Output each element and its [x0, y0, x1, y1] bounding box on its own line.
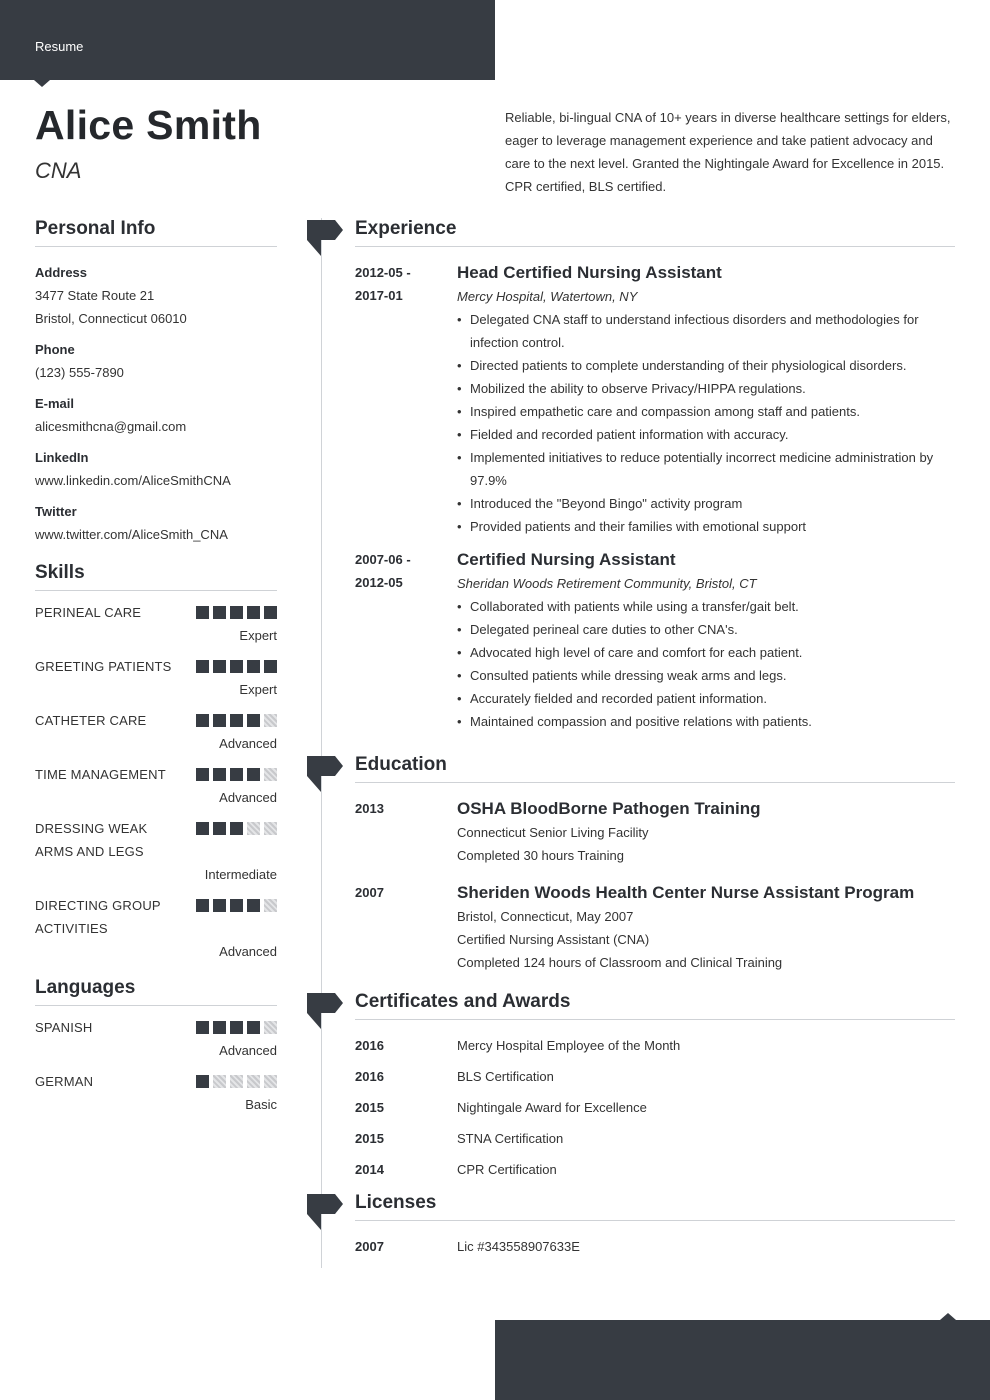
skill-rating	[196, 899, 277, 912]
rating-dot	[196, 714, 209, 727]
job-title: Head Certified Nursing Assistant	[457, 263, 722, 282]
skill-item	[35, 601, 277, 647]
candidate-title: CNA	[35, 158, 82, 183]
certificate-row	[355, 1034, 955, 1057]
rating-dot	[196, 606, 209, 619]
skill-item	[35, 894, 277, 963]
duty-item: • Provided patients and their families with emotional support	[470, 515, 955, 538]
linkedin-value[interactable]: www.linkedin.com/AliceSmithCNA	[35, 473, 231, 488]
date-start: 2012-05 -	[355, 265, 411, 280]
language-name: GERMAN	[35, 1074, 94, 1089]
certificates-section	[355, 991, 955, 1189]
rating-dot	[196, 899, 209, 912]
date-end: 2017-01	[355, 288, 403, 303]
linkedin-label: LinkedIn	[35, 450, 89, 465]
phone-label: Phone	[35, 342, 75, 357]
language-item	[35, 1070, 277, 1116]
rating-dot	[213, 822, 226, 835]
rating-dot	[264, 714, 277, 727]
date-end: 2012-05	[355, 575, 403, 590]
certificate-year: 2014	[355, 1162, 384, 1177]
personal-info-heading: Personal Info	[35, 218, 277, 247]
languages-heading: Languages	[35, 977, 277, 1006]
rating-dot	[247, 660, 260, 673]
experience-entry	[355, 261, 955, 538]
education-body	[355, 797, 955, 974]
rating-dot	[247, 899, 260, 912]
candidate-name: Alice Smith	[35, 102, 262, 148]
bottom-banner-notch	[940, 1313, 956, 1320]
duties-list	[457, 595, 955, 733]
education-detail: Connecticut Senior Living Facility	[457, 825, 649, 840]
timeline-line	[321, 218, 322, 1268]
experience-entry	[355, 548, 955, 733]
rating-dot	[264, 899, 277, 912]
certificate-name: CPR Certification	[457, 1162, 557, 1177]
education-date: 2007	[355, 885, 384, 900]
left-column	[35, 218, 277, 1124]
email-value[interactable]: alicesmithcna@gmail.com	[35, 419, 187, 434]
skill-item	[35, 817, 277, 886]
skill-level: Advanced	[219, 736, 277, 751]
rating-dot	[213, 606, 226, 619]
skill-name: GREETING PATIENTS	[35, 659, 172, 674]
education-detail: Completed 124 hours of Classroom and Clinical Training	[457, 955, 783, 970]
rating-dot	[196, 660, 209, 673]
duty-item: • Advocated high level of care and comfort for each patient.	[470, 641, 955, 664]
skill-level: Expert	[239, 628, 277, 643]
certificate-year: 2015	[355, 1131, 384, 1146]
education-entry	[355, 797, 955, 867]
certificate-name: STNA Certification	[457, 1131, 564, 1146]
education-entry	[355, 881, 955, 974]
skill-name: DIRECTING GROUP ACTIVITIES	[35, 898, 161, 936]
certificate-row	[355, 1065, 955, 1088]
phone-block	[35, 338, 277, 384]
duty-item: • Delegated perineal care duties to other CNA's.	[470, 618, 955, 641]
education-detail: Certified Nursing Assistant (CNA)	[457, 932, 650, 947]
skill-level: Advanced	[219, 790, 277, 805]
skill-item	[35, 709, 277, 755]
job-title: Certified Nursing Assistant	[457, 550, 676, 569]
employer: Sheridan Woods Retirement Community, Bristol, CT	[457, 576, 757, 591]
rating-dot	[196, 1021, 209, 1034]
language-level: Basic	[245, 1097, 277, 1112]
duty-item: • Collaborated with patients while using a transfer/gait belt.	[470, 595, 955, 618]
rating-dot	[230, 714, 243, 727]
rating-dot	[247, 714, 260, 727]
top-banner-notch	[34, 80, 50, 87]
rating-dot	[230, 1021, 243, 1034]
certificate-name: Nightingale Award for Excellence	[457, 1100, 647, 1115]
duty-item: • Introduced the "Beyond Bingo" activity program	[470, 492, 955, 515]
duty-item: • Delegated CNA staff to understand infectious disorders and methodologies for infection control.	[470, 308, 955, 354]
skills-heading: Skills	[35, 562, 277, 591]
certificate-row	[355, 1158, 955, 1181]
license-number: Lic #343558907633E	[457, 1239, 580, 1254]
language-name: SPANISH	[35, 1020, 93, 1035]
certificates-heading: Certificates and Awards	[355, 991, 955, 1020]
email-label: E-mail	[35, 396, 75, 411]
rating-dot	[264, 1021, 277, 1034]
duty-item: • Maintained compassion and positive relations with patients.	[470, 710, 955, 733]
skill-name: TIME MANAGEMENT	[35, 767, 166, 782]
certificate-year: 2016	[355, 1038, 384, 1053]
skill-item	[35, 763, 277, 809]
rating-dot	[230, 822, 243, 835]
certificate-year: 2016	[355, 1069, 384, 1084]
rating-dot	[247, 1021, 260, 1034]
rating-dot	[230, 606, 243, 619]
linkedin-block	[35, 446, 277, 492]
rating-dot	[264, 660, 277, 673]
certificates-flag-icon	[307, 993, 343, 1029]
address-line-2: Bristol, Connecticut 06010	[35, 311, 187, 326]
rating-dot	[196, 768, 209, 781]
rating-dot	[213, 768, 226, 781]
employer: Mercy Hospital, Watertown, NY	[457, 289, 638, 304]
rating-dot	[196, 1075, 209, 1088]
rating-dot	[213, 660, 226, 673]
certificate-row	[355, 1096, 955, 1119]
rating-dot	[264, 768, 277, 781]
twitter-label: Twitter	[35, 504, 77, 519]
skill-level: Intermediate	[204, 867, 277, 882]
rating-dot	[264, 606, 277, 619]
twitter-value[interactable]: www.twitter.com/AliceSmith_CNA	[35, 527, 228, 542]
banner-label: Resume	[35, 39, 84, 54]
rating-dot	[230, 1075, 243, 1088]
rating-dot	[213, 899, 226, 912]
duty-item: • Consulted patients while dressing weak arms and legs.	[470, 664, 955, 687]
education-flag-icon	[307, 756, 343, 792]
skill-level: Expert	[239, 682, 277, 697]
duty-item: • Directed patients to complete understanding of their physiological disorders.	[470, 354, 955, 377]
rating-dot	[230, 660, 243, 673]
rating-dot	[213, 714, 226, 727]
rating-dot	[247, 822, 260, 835]
education-section	[355, 754, 955, 974]
language-rating	[196, 1075, 277, 1088]
address-line-1: 3477 State Route 21	[35, 288, 155, 303]
skill-rating	[196, 714, 277, 727]
twitter-block	[35, 500, 277, 546]
skill-rating	[196, 660, 277, 673]
experience-heading: Experience	[355, 218, 955, 247]
experience-dates	[355, 548, 435, 594]
duty-item: • Fielded and recorded patient information with accuracy.	[470, 423, 955, 446]
education-heading: Education	[355, 754, 955, 783]
rating-dot	[247, 606, 260, 619]
profile-summary: Reliable, bi-lingual CNA of 10+ years in diverse healthcare settings for elders, eager to leverage management experience and take patient advocacy and care to the next level. Granted the Nightingale Award for Excellence in 2015. CPR certified, BLS certified.	[505, 110, 951, 194]
education-detail: Completed 30 hours Training	[457, 848, 624, 863]
language-level: Advanced	[219, 1043, 277, 1058]
language-item	[35, 1016, 277, 1062]
rating-dot	[230, 768, 243, 781]
certificate-name: Mercy Hospital Employee of the Month	[457, 1038, 681, 1053]
date-start: 2007-06 -	[355, 552, 411, 567]
skill-rating	[196, 822, 277, 835]
experience-flag-icon	[307, 220, 343, 256]
experience-section	[355, 218, 955, 733]
address-label: Address	[35, 265, 88, 280]
email-block	[35, 392, 277, 438]
skill-rating	[196, 606, 277, 619]
licenses-flag-icon	[307, 1194, 343, 1230]
skill-name: CATHETER CARE	[35, 713, 147, 728]
rating-dot	[213, 1021, 226, 1034]
address-block	[35, 261, 277, 330]
certificates-body	[355, 1034, 955, 1181]
rating-dot	[213, 1075, 226, 1088]
language-rating	[196, 1021, 277, 1034]
license-year: 2007	[355, 1239, 384, 1254]
duty-item: • Inspired empathetic care and compassion among staff and patients.	[470, 400, 955, 423]
skills-list	[35, 601, 277, 963]
rating-dot	[264, 822, 277, 835]
skill-rating	[196, 768, 277, 781]
license-row	[355, 1235, 955, 1258]
licenses-heading: Licenses	[355, 1192, 955, 1221]
program-title: OSHA BloodBorne Pathogen Training	[457, 799, 761, 818]
certificate-year: 2015	[355, 1100, 384, 1115]
skill-item	[35, 655, 277, 701]
duty-item: • Mobilized the ability to observe Privacy/HIPPA regulations.	[470, 377, 955, 400]
duty-item: • Accurately fielded and recorded patient information.	[470, 687, 955, 710]
duties-list	[457, 308, 955, 538]
certificate-name: BLS Certification	[457, 1069, 554, 1084]
skill-name: DRESSING WEAK ARMS AND LEGS	[35, 821, 148, 859]
languages-list	[35, 1016, 277, 1116]
experience-body	[355, 261, 955, 733]
bottom-banner	[495, 1320, 990, 1400]
program-title: Sheriden Woods Health Center Nurse Assistant Program	[457, 883, 915, 902]
licenses-body	[355, 1235, 955, 1258]
skill-level: Advanced	[219, 944, 277, 959]
rating-dot	[247, 768, 260, 781]
experience-dates	[355, 261, 435, 307]
certificate-row	[355, 1127, 955, 1150]
education-detail: Bristol, Connecticut, May 2007	[457, 909, 634, 924]
skill-name: PERINEAL CARE	[35, 605, 142, 620]
rating-dot	[196, 822, 209, 835]
duty-item: • Implemented initiatives to reduce potentially incorrect medicine administration by 97.9%	[470, 446, 955, 492]
education-date: 2013	[355, 801, 384, 816]
rating-dot	[247, 1075, 260, 1088]
top-banner	[0, 0, 495, 80]
rating-dot	[264, 1075, 277, 1088]
phone-value: (123) 555-7890	[35, 365, 124, 380]
rating-dot	[230, 899, 243, 912]
licenses-section	[355, 1192, 955, 1266]
